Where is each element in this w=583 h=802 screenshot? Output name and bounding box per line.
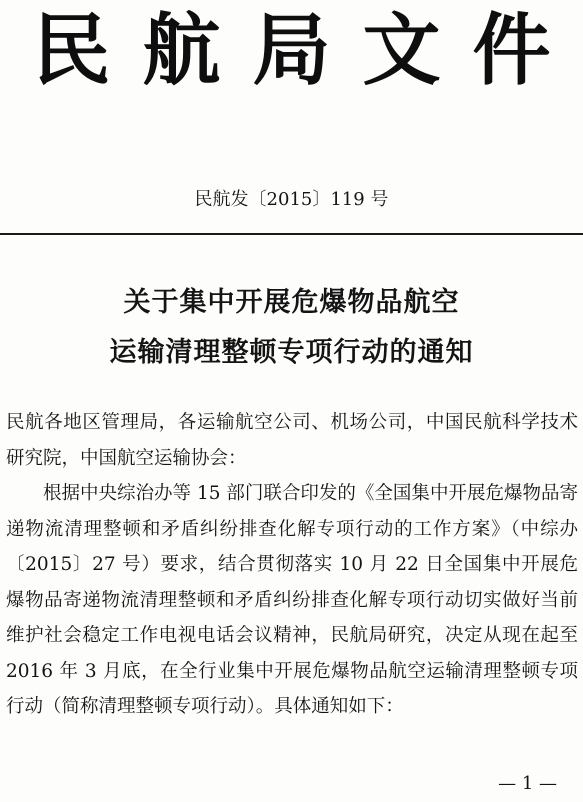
addressees: 民航各地区管理局，各运输航空公司、机场公司，中国民航科学技术研究院，中国航空运输协会： [6,412,578,469]
document-body [6,405,578,725]
document-header: 民航局文件 [32,6,583,96]
document-title-line-1: 关于集中开展危爆物品航空 [123,287,460,318]
document-number: 民航发〔2015〕119 号 [194,189,389,210]
body-paragraph: 根据中央综治办等 15 部门联合印发的《全国集中开展危爆物品寄递物流清理整顿和矛盾纠纷排查化解专项行动的工作方案》（中综办〔2015〕27 号）要求，结合贯彻落实 10 月 22 日全国集中开展危爆物品寄递物流清理整顿和矛盾纠纷排查化解专项行动切实做好当前维护社会稳定工作电视电话会议精神，民航局研究，决定从现在起至 2016 年 3 月底，在全行业集中开展危爆物品航空运输清理整顿专项行动（简称清理整顿专项行动）。具体通知如下： [6,483,578,717]
document-title-line-2: 运输清理整顿专项行动的通知 [109,337,474,368]
page-number: — 1 — [498,773,557,794]
header-rule [0,233,583,235]
